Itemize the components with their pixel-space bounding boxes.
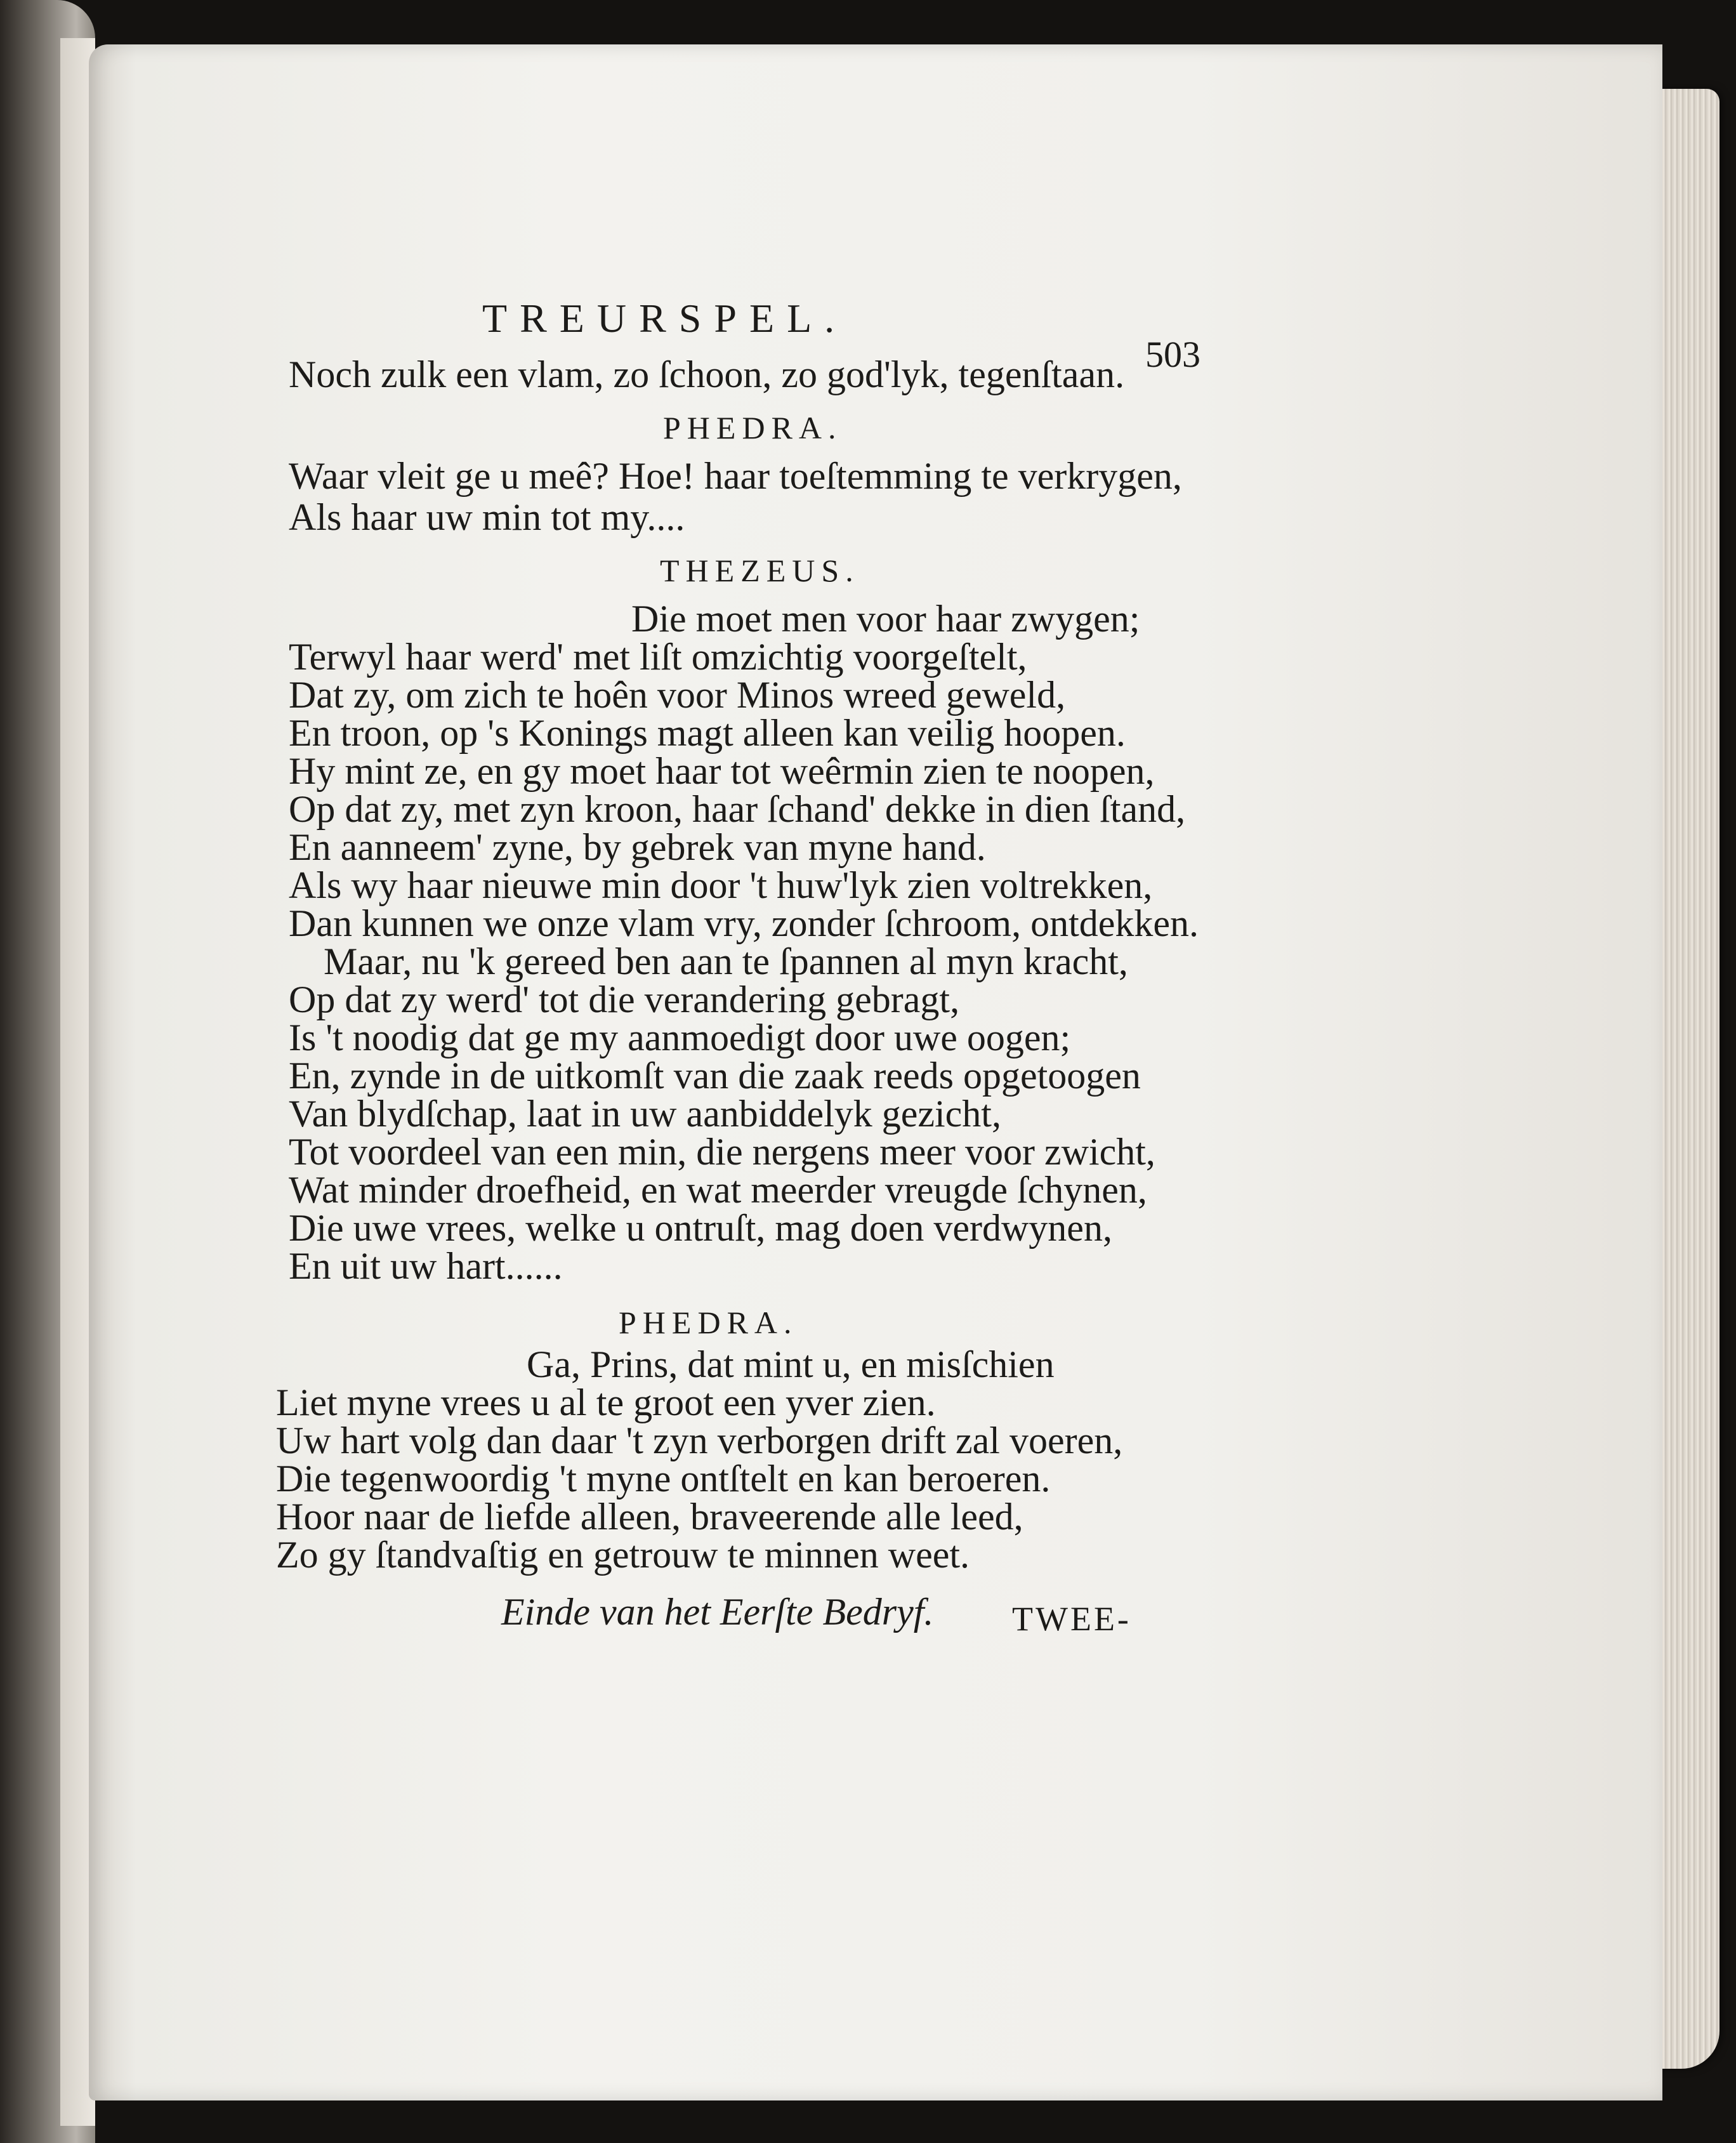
verse-line: Op dat zy, met zyn kroon, haar ſchand' dekke in dien ſtand,	[289, 788, 1186, 830]
verse-line: Als wy haar nieuwe min door 't huw'lyk zien voltrekken,	[289, 864, 1153, 906]
page-number: 503	[1145, 334, 1200, 375]
verse-line: Van blydſchap, laat in uw aanbiddelyk gezicht,	[289, 1093, 1001, 1135]
running-head: TREURSPEL.	[482, 296, 848, 341]
speaker-name: PHEDRA.	[619, 1305, 798, 1340]
verse-line: Noch zulk een vlam, zo ſchoon, zo god'lyk, tegenſtaan.	[289, 353, 1125, 395]
verse-line: En uit uw hart......	[289, 1245, 563, 1287]
verse-line: Tot voordeel van een min, die nergens meer voor zwicht,	[289, 1131, 1155, 1173]
page-text	[89, 44, 1662, 2100]
verse-line: Dan kunnen we onze vlam vry, zonder ſchroom, ontdekken.	[289, 902, 1199, 944]
verse-line: En troon, op 's Konings magt alleen kan veilig hoopen.	[289, 712, 1126, 754]
verse-line: Als haar uw min tot my....	[289, 496, 685, 538]
book-page	[89, 44, 1662, 2100]
verse-line: Uw hart volg dan daar 't zyn verborgen drift zal voeren,	[276, 1420, 1123, 1461]
speaker-name: THEZEUS.	[660, 553, 860, 588]
speaker-name: PHEDRA.	[663, 410, 843, 445]
verse-line: Maar, nu 'k gereed ben aan te ſpannen al myn kracht,	[324, 940, 1128, 982]
verse-line: Waar vleit ge u meê? Hoe! haar toeſtemming te verkrygen,	[289, 455, 1182, 497]
verse-line: Die moet men voor haar zwygen;	[631, 598, 1140, 640]
act-end-note: Einde van het Eerſte Bedryf.	[501, 1591, 934, 1633]
verse-line: Hoor naar de liefde alleen, braveerende alle leed,	[276, 1496, 1023, 1538]
verse-line: En, zynde in de uitkomſt van die zaak reeds opgetoogen	[289, 1055, 1141, 1097]
verse-line: Is 't noodig dat ge my aanmoedigt door uwe oogen;	[289, 1017, 1071, 1058]
verse-line: Terwyl haar werd' met liſt omzichtig voorgeſtelt,	[289, 636, 1027, 678]
verse-line: Zo gy ſtandvaſtig en getrouw te minnen weet.	[276, 1534, 970, 1576]
verse-line: En aanneem' zyne, by gebrek van myne hand.	[289, 826, 986, 868]
verse-line: Wat minder droefheid, en wat meerder vreugde ſchynen,	[289, 1169, 1147, 1211]
verse-line: Ga, Prins, dat mint u, en misſchien	[527, 1343, 1055, 1385]
catchword: TWEE-	[1012, 1600, 1131, 1638]
verse-line: Liet myne vrees u al te groot een yver zien.	[276, 1381, 936, 1423]
verse-line: Dat zy, om zich te hoên voor Minos wreed geweld,	[289, 674, 1066, 716]
verse-line: Die uwe vrees, welke u ontruſt, mag doen verdwynen,	[289, 1207, 1112, 1249]
verse-line: Op dat zy werd' tot die verandering gebragt,	[289, 979, 960, 1020]
verse-line: Hy mint ze, en gy moet haar tot weêrmin zien te noopen,	[289, 750, 1155, 792]
verse-line: Die tegenwoordig 't myne ontſtelt en kan beroeren.	[276, 1458, 1051, 1500]
